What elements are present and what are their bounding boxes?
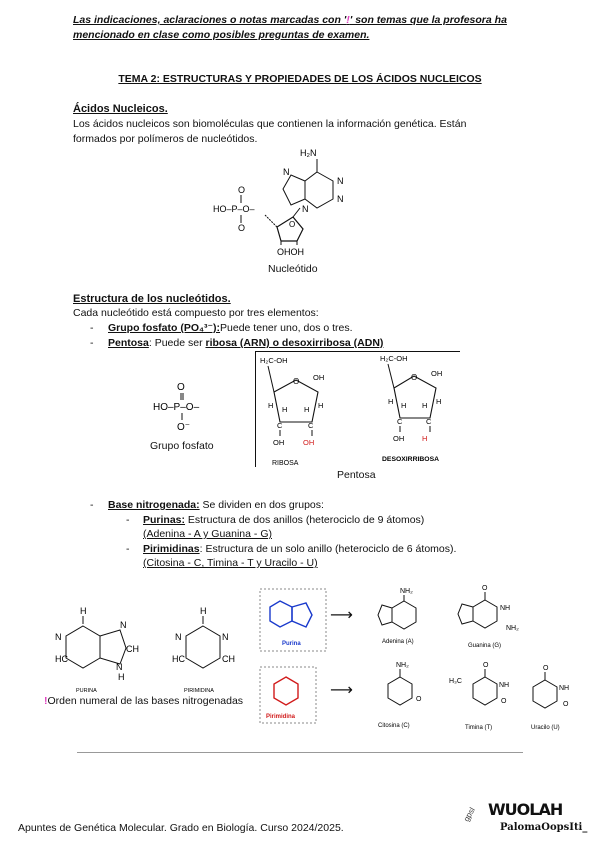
orden-text-line xyxy=(44,694,243,709)
atom-label: N xyxy=(337,176,344,186)
exam-mark: ! xyxy=(44,695,48,707)
pirimidina-label: PIRIMIDINA xyxy=(184,688,214,694)
atom-label: O xyxy=(501,698,507,705)
atom-label: NH xyxy=(500,605,511,612)
atom-label: O xyxy=(411,373,418,382)
atom-label: H xyxy=(422,401,428,410)
atom-label: HO–P–O– xyxy=(153,402,200,413)
sub-text: Estructura de dos anillos (heterociclo de 9 átomos) xyxy=(185,514,425,526)
note-after: ' son temas que la profesora ha mencionado en clase como posibles preguntas de examen. xyxy=(73,14,507,41)
sub-example: (Citosina - C, Timina - T y Uracilo - U) xyxy=(143,557,318,569)
atom-label: HC xyxy=(55,654,68,664)
arrow-icon: ⟶ xyxy=(330,607,353,624)
atom-label: O xyxy=(238,223,246,233)
atom-label: N xyxy=(302,204,309,214)
bases-label: Base nitrogenada: xyxy=(108,499,200,511)
citosina-name: Citosina (C) xyxy=(378,723,410,729)
atom-label: C xyxy=(426,417,432,426)
atom-label: H xyxy=(388,397,394,406)
atom-label: O xyxy=(238,185,246,195)
purina-numbered xyxy=(258,587,328,655)
sub-item-purinas xyxy=(143,513,424,528)
guanina-diagram xyxy=(450,580,535,650)
atom-label: H xyxy=(436,397,442,406)
atom-label: O xyxy=(543,665,549,672)
adenina-name xyxy=(382,639,414,645)
atom-label: H xyxy=(282,405,288,414)
wuolah-user: PalomaOopsIti_ xyxy=(500,822,588,833)
atom-label: H₂N xyxy=(300,148,317,158)
atom-label: NH xyxy=(499,682,510,689)
desoxirribosa-diagram xyxy=(378,350,468,468)
sub-example: (Adenina - A y Guanina - G) xyxy=(143,528,272,540)
atom-label: O xyxy=(293,377,300,386)
atom-label: H xyxy=(80,606,87,616)
list-item-bases xyxy=(108,498,324,513)
pentosa-caption: Pentosa xyxy=(337,469,376,481)
list-dash: - xyxy=(90,337,94,349)
note-before: Las indicaciones, aclaraciones o notas marcadas con ' xyxy=(73,14,347,26)
atom-label: N xyxy=(222,632,229,642)
fosfato-caption: Grupo fosfato xyxy=(150,440,214,452)
atom-label: OH xyxy=(313,373,325,382)
atom-label-red: H xyxy=(422,434,428,443)
orden-text: Orden numeral de las bases nitrogenadas xyxy=(47,695,244,707)
atom-label: N xyxy=(116,662,123,672)
divider xyxy=(255,351,256,467)
wuolah-logo: WUOLAH xyxy=(488,800,563,819)
footer-text: Apuntes de Genética Molecular. Grado en Biología. Curso 2024/2025. xyxy=(18,822,344,834)
item-text: : Puede ser xyxy=(148,337,206,349)
acidos-text: Los ácidos nucleicos son biomoléculas que contienen la información genética. Están formados por polímeros de nucleótidos. xyxy=(73,118,467,145)
nucleotide-diagram xyxy=(205,145,365,260)
fosfato-diagram xyxy=(148,380,238,435)
atom-label: O xyxy=(482,585,488,592)
timina-name: Timina (T) xyxy=(465,725,493,731)
atom-label: N xyxy=(120,620,127,630)
pirimidina-diagram xyxy=(170,600,250,695)
bases-text: Se dividen en dos grupos: xyxy=(199,499,324,511)
atom-label: N xyxy=(283,167,290,177)
sub-label: Pirimidinas xyxy=(143,543,200,555)
atom-label: H xyxy=(200,606,207,616)
purina-diagram xyxy=(50,600,150,695)
atom-label: C xyxy=(277,421,283,430)
list-item-fosfato xyxy=(108,321,353,336)
sub-item-pirimidinas xyxy=(143,542,456,557)
atom-label: H xyxy=(268,401,274,410)
atom-label: OH xyxy=(393,434,405,443)
atom-label: OH xyxy=(431,369,443,378)
atom-label: O⁻ xyxy=(177,422,191,433)
list-item-pentosa xyxy=(108,336,383,351)
estructura-heading: Estructura de los nucleótidos. xyxy=(73,293,231,305)
atom-label: O xyxy=(563,701,569,708)
atom-label: O xyxy=(177,382,185,393)
atom-label: OHOH xyxy=(277,247,304,257)
adenina-diagram xyxy=(370,583,440,651)
list-dash: - xyxy=(126,514,130,526)
scribble: gpsl xyxy=(461,805,477,824)
atom-label: H₂C-OH xyxy=(380,354,408,363)
sub-text: : Estructura de un solo anillo (heterociclo de 6 átomos). xyxy=(199,543,457,555)
ribosa-label: RIBOSA xyxy=(272,460,299,467)
atom-label: O xyxy=(289,220,296,229)
item-text: Puede tener uno, dos o tres. xyxy=(220,322,353,334)
atom-label: H xyxy=(401,401,407,410)
atom-label: O xyxy=(483,662,489,669)
exam-mark: ! xyxy=(346,14,350,26)
desoxirribosa-label: DESOXIRRIBOSA xyxy=(382,456,440,463)
atom-label: NH xyxy=(559,685,570,692)
atom-label: C xyxy=(308,421,314,430)
atom-label: C xyxy=(397,417,403,426)
estructura-intro: Cada nucleótido está compuesto por tres elementos: xyxy=(73,307,319,319)
list-dash: - xyxy=(126,543,130,555)
atom-label: HC xyxy=(172,654,185,664)
purina-blue-label: Purina xyxy=(282,641,301,647)
nucleotide-caption: Nucleótido xyxy=(268,263,318,275)
page-title: TEMA 2: ESTRUCTURAS Y PROPIEDADES DE LOS ÁCIDOS NUCLEICOS xyxy=(118,73,482,85)
timina-diagram xyxy=(445,657,520,732)
exam-note xyxy=(73,13,533,43)
atom-label: NH₂ xyxy=(400,588,413,595)
guanina-name: Guanina (G) xyxy=(468,643,502,649)
ribosa-diagram xyxy=(258,352,338,470)
divider xyxy=(77,752,523,753)
atom-label: NH₂ xyxy=(396,662,409,669)
atom-label: N xyxy=(55,632,62,642)
list-dash: - xyxy=(90,499,94,511)
atom-label: N xyxy=(337,194,344,204)
atom-label-red: OH xyxy=(303,438,315,447)
atom-label: O xyxy=(416,696,422,703)
purina-label: PURINA xyxy=(76,688,97,694)
atom-label: H₂C-OH xyxy=(260,356,288,365)
atom-label: H xyxy=(118,672,125,682)
atom-label: CH xyxy=(126,644,139,654)
atom-label: OH xyxy=(273,438,285,447)
item-label: Grupo fosfato (PO₄³⁻): xyxy=(108,322,221,334)
item-label: Pentosa xyxy=(108,337,149,349)
sub-label: Purinas: xyxy=(143,514,186,526)
pirimidina-red-label: Pirimidina xyxy=(266,714,296,720)
arrow-icon: ⟶ xyxy=(330,682,353,699)
atom-label: H xyxy=(318,401,324,410)
atom-label: H xyxy=(304,405,310,414)
list-dash: - xyxy=(90,322,94,334)
atom-label: Adenina (A) xyxy=(382,639,414,645)
atom-label: HO–P–O– xyxy=(213,204,255,214)
atom-label: NH₂ xyxy=(506,625,519,632)
acidos-heading: Ácidos Nucleicos. xyxy=(73,103,168,115)
atom-label: N xyxy=(175,632,182,642)
atom-label: H₃C xyxy=(449,678,462,685)
uracilo-name: Uracilo (U) xyxy=(531,725,560,731)
item-highlight: ribosa (ARN) o desoxirribosa (ADN) xyxy=(205,337,384,349)
atom-label: CH xyxy=(222,654,235,664)
pirimidina-numbered xyxy=(258,665,318,725)
uracilo-diagram xyxy=(527,660,592,735)
citosina-diagram xyxy=(370,657,435,732)
